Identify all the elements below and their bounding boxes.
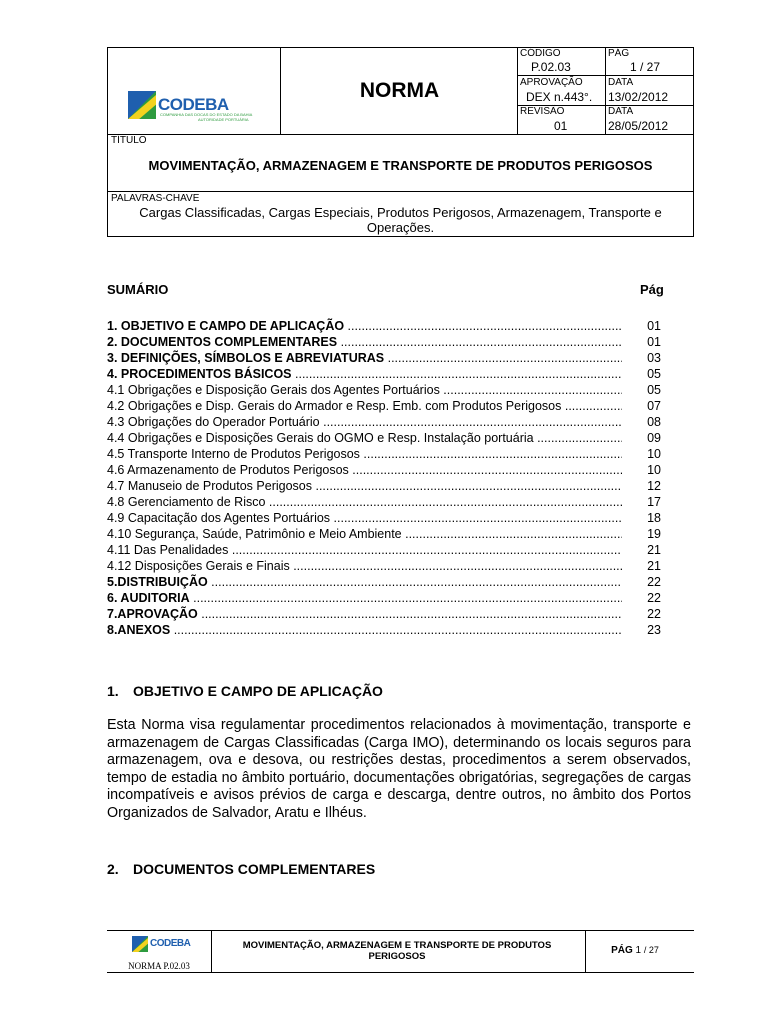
codigo-label: CÓDIGO xyxy=(520,48,561,59)
toc-entry-label: 4.9 Capacitação dos Agentes Portuários ..... xyxy=(107,510,622,526)
toc-entry xyxy=(107,414,664,430)
pag-value: 1 / 27 xyxy=(630,60,661,74)
codigo-value: P.02.03 xyxy=(531,60,571,74)
toc-entry xyxy=(107,366,664,382)
section-1-title: OBJETIVO E CAMPO DE APLICAÇÃO xyxy=(133,683,383,699)
toc-entry-page: 07 xyxy=(647,399,661,413)
toc-entry-page: 23 xyxy=(647,623,661,637)
revisao-label: REVISÃO xyxy=(520,106,565,117)
toc-entry xyxy=(107,542,664,558)
footer-pag-num: 1 xyxy=(635,945,642,956)
document-header-table xyxy=(107,47,694,237)
pag-label: PÁG xyxy=(608,48,630,59)
toc-entry-label: 8.ANEXOS ..... xyxy=(107,622,622,638)
table-of-contents xyxy=(107,318,664,638)
toc-entry-label: 4.8 Gerenciamento de Risco ..... xyxy=(107,494,622,510)
toc-entry-label: 5.DISTRIBUIÇÃO ..... xyxy=(107,574,622,590)
summary-page-header: Pág xyxy=(640,282,664,297)
toc-entry xyxy=(107,478,664,494)
toc-entry-page: 18 xyxy=(647,511,661,525)
toc-entry-label: 4.2 Obrigações e Disp. Gerais do Armador e Resp. Emb. com Produtos Perigosos ..... xyxy=(107,398,622,414)
footer-pag-label: PÁG xyxy=(611,945,633,956)
data-aprovacao-value: 13/02/2012 xyxy=(608,90,669,104)
toc-entry xyxy=(107,446,664,462)
titulo-label: TÍTULO xyxy=(111,135,147,146)
aprovacao-value: DEX n.443°. xyxy=(526,90,593,104)
footer-pag-total: / 27 xyxy=(643,945,659,955)
toc-entry xyxy=(107,334,664,350)
section-1-body: Esta Norma visa regulamentar procedimentos relacionados à movimentação, transporte e armazenagem de Cargas Classificadas (Carga IMO), determinando os locais seguros para armazenagem, ova e desova, ou restrições destas, procedimentos a serem observados, tempo de estadia no âmbito portuário, documentações obrigatórias, segregações de cargas incompatíveis e avisos prévios de carga e descarga, dentre outros, no âmbito dos Portos Organizados de Salvador, Aratu e Ilhéus. xyxy=(107,717,691,821)
toc-entry-label: 4.12 Disposições Gerais e Finais ..... xyxy=(107,558,622,574)
section-2-number: 2. xyxy=(107,861,119,877)
toc-entry-page: 22 xyxy=(647,575,661,589)
toc-entry xyxy=(107,574,664,590)
toc-entry-label: 2. DOCUMENTOS COMPLEMENTARES ..... xyxy=(107,334,622,350)
footer-brand-text: CODEBA xyxy=(150,938,191,949)
toc-entry-page: 05 xyxy=(647,367,661,381)
section-2-title: DOCUMENTOS COMPLEMENTARES xyxy=(133,861,376,877)
toc-entry-label: 4.10 Segurança, Saúde, Patrimônio e Meio Ambiente ..... xyxy=(107,526,622,542)
toc-entry-page: 12 xyxy=(647,479,661,493)
toc-entry-page: 10 xyxy=(647,463,661,477)
toc-entry xyxy=(107,398,664,414)
data-revisao-value: 28/05/2012 xyxy=(608,119,669,133)
toc-entry-label: 4.7 Manuseio de Produtos Perigosos ..... xyxy=(107,478,622,494)
data-aprovacao-label: DATA xyxy=(608,77,634,88)
summary-title: SUMÁRIO xyxy=(107,282,169,297)
toc-entry-label: 7.APROVAÇÃO ..... xyxy=(107,606,622,622)
toc-entry-label: 4.11 Das Penalidades ..... xyxy=(107,542,622,558)
toc-entry xyxy=(107,510,664,526)
titulo-value: MOVIMENTAÇÃO, ARMAZENAGEM E TRANSPORTE DE PRODUTOS PERIGOSOS xyxy=(148,158,653,173)
footer-title: MOVIMENTAÇÃO, ARMAZENAGEM E TRANSPORTE DE PRODUTOS PERIGOSOS xyxy=(242,940,552,962)
section-1-heading xyxy=(107,683,383,699)
toc-entry-label: 6. AUDITORIA ..... xyxy=(107,590,622,606)
toc-entry-page: 21 xyxy=(647,559,661,573)
toc-entry xyxy=(107,622,664,638)
toc-entry xyxy=(107,494,664,510)
toc-entry-label: 4.4 Obrigações e Disposições Gerais do OGMO e Resp. Instalação portuária ..... xyxy=(107,430,622,446)
toc-entry-label: 4.6 Armazenamento de Produtos Perigosos ..... xyxy=(107,462,622,478)
toc-entry-page: 22 xyxy=(647,591,661,605)
toc-entry-page: 17 xyxy=(647,495,661,509)
codeba-brand-text: CODEBA xyxy=(158,95,229,114)
codeba-logo xyxy=(108,48,281,134)
aprovacao-label: APROVAÇÃO xyxy=(520,77,583,88)
doc-type-title: NORMA xyxy=(359,79,440,102)
revisao-value: 01 xyxy=(554,119,568,133)
toc-entry-label: 4. PROCEDIMENTOS BÁSICOS ..... xyxy=(107,366,622,382)
toc-entry xyxy=(107,558,664,574)
toc-entry-page: 03 xyxy=(647,351,661,365)
toc-entry-page: 19 xyxy=(647,527,661,541)
toc-entry-page: 10 xyxy=(647,447,661,461)
footer-page-number xyxy=(585,945,685,956)
toc-entry xyxy=(107,350,664,366)
footer-codeba-logo xyxy=(132,936,212,956)
toc-entry xyxy=(107,462,664,478)
toc-entry xyxy=(107,382,664,398)
toc-entry xyxy=(107,430,664,446)
toc-entry-page: 08 xyxy=(647,415,661,429)
section-2-heading xyxy=(107,861,375,877)
toc-entry-label: 1. OBJETIVO E CAMPO DE APLICAÇÃO ..... xyxy=(107,318,622,334)
toc-entry-page: 21 xyxy=(647,543,661,557)
codeba-tagline: COMPANHIA DAS DOCAS DO ESTADO DA BAHIA xyxy=(160,112,253,117)
footer-doc-code: NORMA P.02.03 xyxy=(128,961,190,971)
toc-entry xyxy=(107,590,664,606)
page-footer xyxy=(107,930,694,973)
toc-entry-page: 01 xyxy=(647,319,661,333)
toc-entry xyxy=(107,606,664,622)
toc-entry-label: 4.5 Transporte Interno de Produtos Perigosos ..... xyxy=(107,446,622,462)
toc-entry-label: 4.1 Obrigações e Disposição Gerais dos Agentes Portuários ..... xyxy=(107,382,622,398)
palavras-chave-value: Cargas Classificadas, Cargas Especiais, Produtos Perigosos, Armazenagem, Transporte e Operações. xyxy=(139,205,662,235)
section-1-number: 1. xyxy=(107,683,119,699)
toc-entry-page: 01 xyxy=(647,335,661,349)
palavras-chave-label: PALAVRAS-CHAVE xyxy=(111,193,200,204)
toc-entry-page: 22 xyxy=(647,607,661,621)
toc-entry-label: 3. DEFINIÇÕES, SÍMBOLOS E ABREVIATURAS ..... xyxy=(107,350,622,366)
toc-entry xyxy=(107,318,664,334)
data-revisao-label: DATA xyxy=(608,106,634,117)
codeba-tagline-2: AUTORIDADE PORTUÁRIA xyxy=(198,117,249,122)
toc-entry xyxy=(107,526,664,542)
toc-entry-page: 09 xyxy=(647,431,661,445)
toc-entry-page: 05 xyxy=(647,383,661,397)
toc-entry-label: 4.3 Obrigações do Operador Portuário ..... xyxy=(107,414,622,430)
